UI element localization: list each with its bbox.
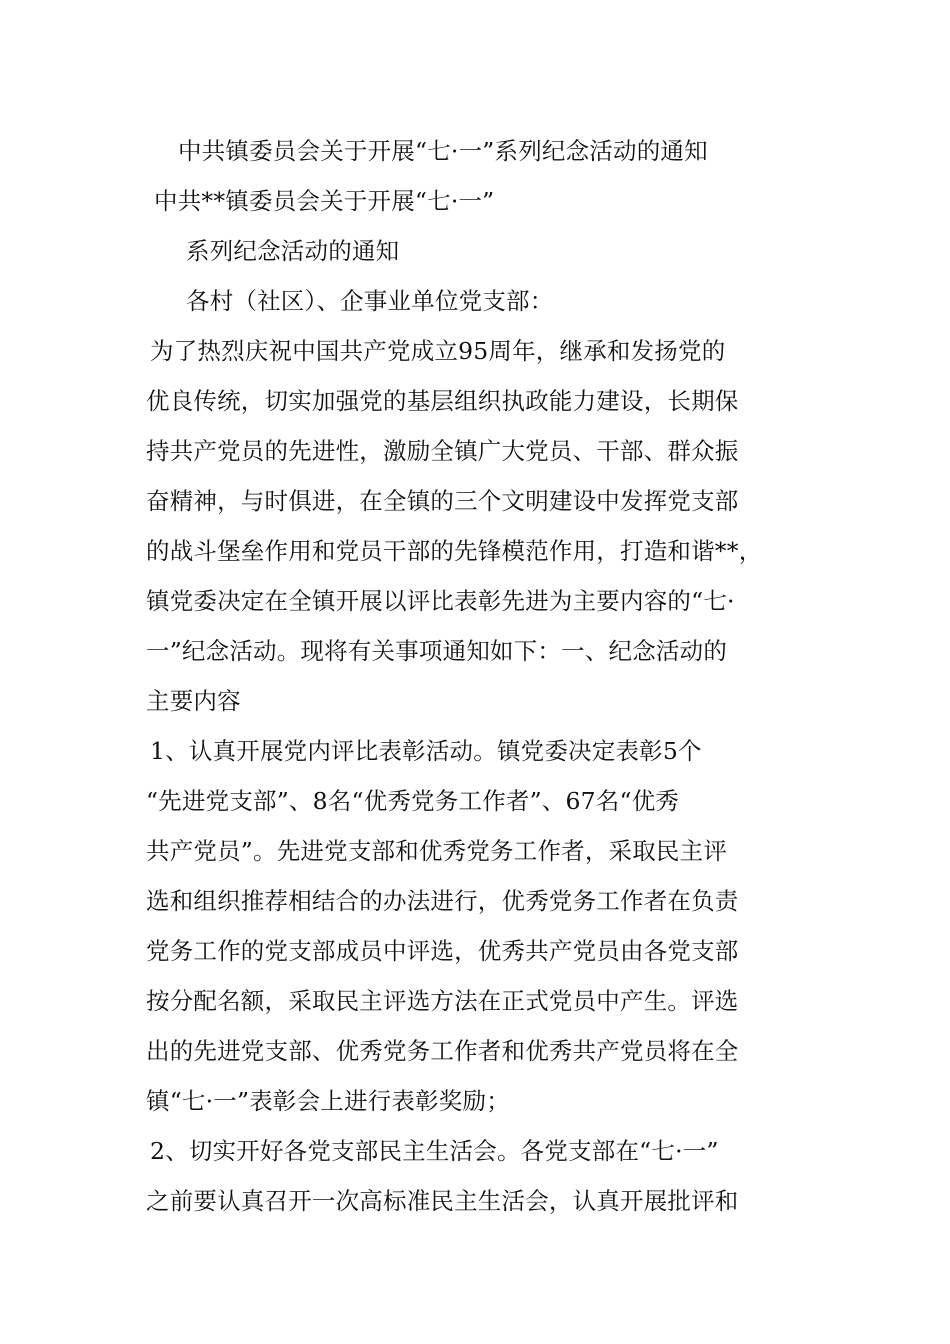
body-line: 选和组织推荐相结合的办法进行，优秀党务工作者在负责 [146, 887, 739, 915]
body-line: 共产党员”。先进党支部和优秀党务工作者，采取民主评 [146, 837, 728, 865]
body-line: 按分配名额，采取民主评选方法在正式党员中产生。评选 [146, 987, 739, 1015]
body-line: 镇党委决定在全镇开展以评比表彰先进为主要内容的“七· [146, 587, 735, 615]
body-line: 2、切实开好各党支部民主生活会。各党支部在“七·一” [150, 1137, 719, 1165]
body-line: 优良传统，切实加强党的基层组织执政能力建设，长期保 [146, 387, 739, 415]
body-line: 奋精神，与时俱进，在全镇的三个文明建设中发挥党支部 [146, 487, 739, 515]
body-line: 镇“七·一”表彰会上进行表彰奖励； [146, 1087, 510, 1115]
body-line: 主要内容 [146, 687, 241, 715]
body-line: 为了热烈庆祝中国共产党成立95周年，继承和发扬党的 [150, 337, 726, 365]
body-line: 一”纪念活动。现将有关事项通知如下：一、纪念活动的 [146, 637, 728, 665]
body-line: 的战斗堡垒作用和党员干部的先锋模范作用，打造和谐**， [146, 537, 763, 565]
document-salutation: 各村（社区）、企事业单位党支部： [186, 287, 554, 315]
document-subtitle-line-1: 中共**镇委员会关于开展“七·一” [154, 187, 495, 215]
body-line: 持共产党员的先进性，激励全镇广大党员、干部、群众振 [146, 437, 739, 465]
body-line: 出的先进党支部、优秀党务工作者和优秀共产党员将在全 [146, 1037, 739, 1065]
body-line: 党务工作的党支部成员中评选，优秀共产党员由各党支部 [146, 937, 739, 965]
body-line: 之前要认真召开一次高标准民主生活会，认真开展批评和 [146, 1187, 739, 1215]
document-subtitle-line-2: 系列纪念活动的通知 [186, 237, 400, 265]
document-title: 中共镇委员会关于开展“七·一”系列纪念活动的通知 [178, 137, 708, 165]
body-line: “先进党支部”、8名“优秀党务工作者”、67名“优秀 [146, 787, 680, 815]
body-line: 1、认真开展党内评比表彰活动。镇党委决定表彰5个 [150, 737, 702, 765]
